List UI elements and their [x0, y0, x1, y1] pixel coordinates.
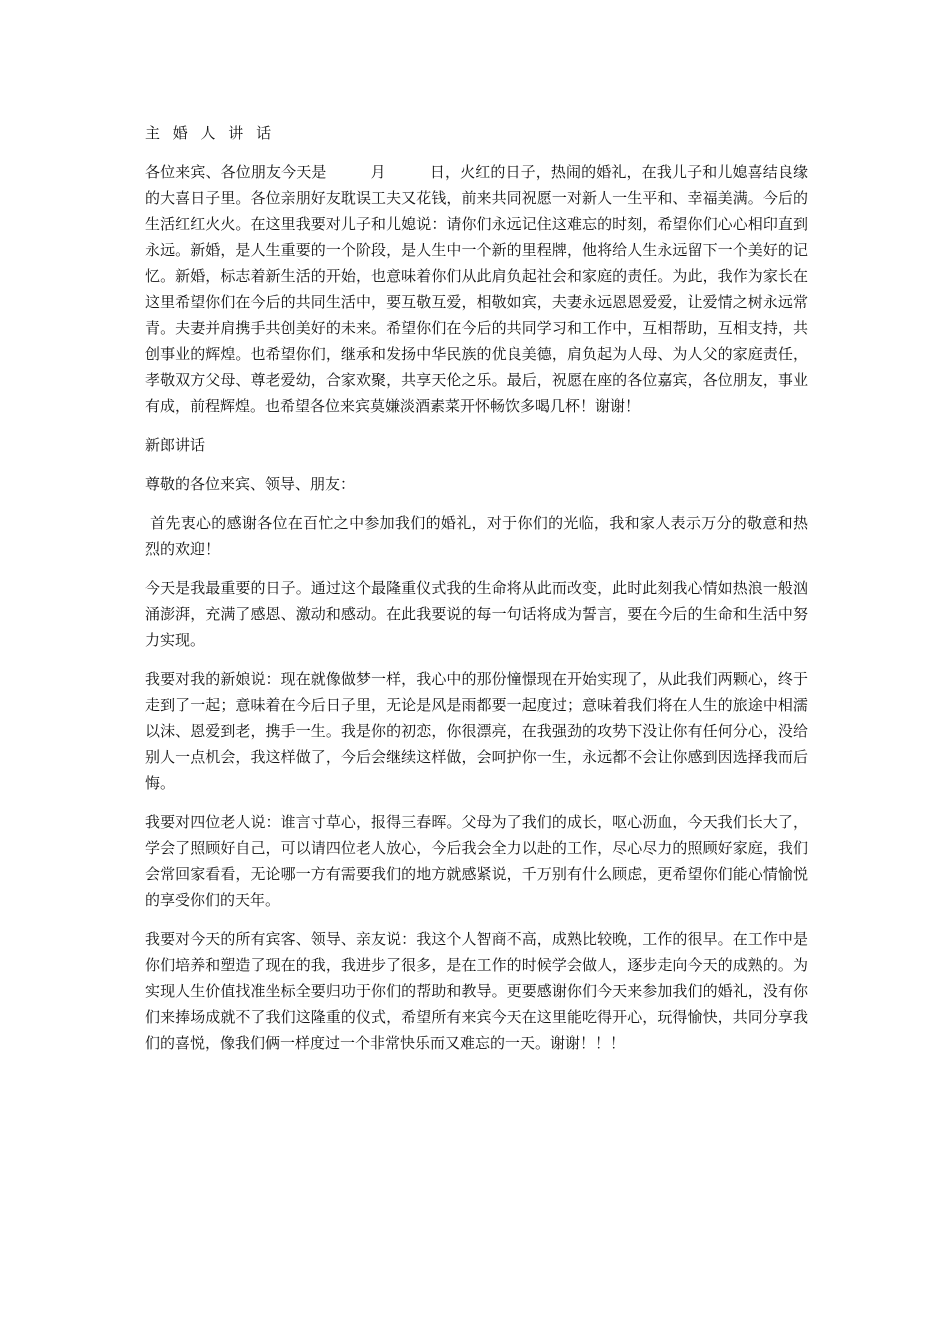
groom-paragraph-to-guests: 我要对今天的所有宾客、领导、亲友说：我这个人智商不高，成熟比较晚，工作的很早。在工作中是你们培养和塑造了现在的我，我进步了很多，是在工作的时候学会做人，逐步走向今天的成熟的。为实现人生价值找准坐标全要归功于你们的帮助和教导。更要感谢你们今天来参加我们的婚礼，没有你们来捧场成就不了我们这隆重的仪式，希望所有来宾今天在这里能吃得开心，玩得愉快，共同分享我们的喜悦，像我们俩一样度过一个非常快乐而又难忘的一天。谢谢！！！	[145, 930, 808, 1052]
groom-speech-title: 新郎讲话	[145, 436, 206, 454]
document-page	[145, 120, 808, 1069]
groom-paragraph-to-parents: 我要对四位老人说：谁言寸草心，报得三春晖。父母为了我们的成长，呕心沥血，今天我们长大了，学会了照顾好自己，可以请四位老人放心，今后我会全力以赴的工作，尽心尽力的照顾好家庭，我们会常回家看看，无论哪一方有需要我们的地方就感紧说，千万别有什么顾虑，更希望你们能心情愉悦的享受你们的天年。	[145, 813, 808, 909]
host-speech-title: 主 婚 人 讲 话	[145, 124, 276, 142]
groom-paragraph-thanks: 首先衷心的感谢各位在百忙之中参加我们的婚礼，对于你们的光临，我和家人表示万分的敬意和热烈的欢迎！	[145, 514, 808, 558]
groom-paragraph-to-bride: 我要对我的新娘说：现在就像做梦一样，我心中的那份憧憬现在开始实现了，从此我们两颗心，终于走到了一起；意味着在今后日子里，无论是风是雨都要一起度过；意味着我们将在人生的旅途中相濡以沫、恩爱到老，携手一生。我是你的初恋，你很漂亮，在我强劲的攻势下没让你有任何分心，没给别人一点机会，我这样做了，今后会继续这样做，会呵护你一生，永远都不会让你感到因选择我而后悔。	[145, 670, 808, 792]
groom-paragraph-important-day: 今天是我最重要的日子。通过这个最隆重仪式我的生命将从此而改变，此时此刻我心情如热浪一般汹涌澎湃，充满了感恩、激动和感动。在此我要说的每一句话将成为誓言，要在今后的生命和生活中努力实现。	[145, 579, 808, 649]
groom-greeting: 尊敬的各位来宾、领导、朋友：	[145, 475, 356, 493]
host-speech-paragraph: 各位来宾、各位朋友今天是 月 日，火红的日子，热闹的婚礼，在我儿子和儿媳喜结良缘的大喜日子里。各位亲朋好友耽误工夫又花钱，前来共同祝愿一对新人一生平和、幸福美满。今后的生活红红火火。在这里我要对儿子和儿媳说：请你们永远记住这难忘的时刻，希望你们心心相印直到永远。新婚，是人生重要的一个阶段，是人生中一个新的里程牌，他将给人生永远留下一个美好的记忆。新婚，标志着新生活的开始，也意味着你们从此肩负起社会和家庭的责任。为此，我作为家长在这里希望你们在今后的共同生活中，要互敬互爱，相敬如宾，夫妻永远恩恩爱爱，让爱情之树永远常青。夫妻并肩携手共创美好的未来。希望你们在今后的共同学习和工作中，互相帮助，互相支持，共创事业的辉煌。也希望你们，继承和发扬中华民族的优良美德，肩负起为人母、为人父的家庭责任，孝敬双方父母、尊老爱幼，合家欢聚，共享天伦之乐。最后，祝愿在座的各位嘉宾，各位朋友，事业有成，前程辉煌。也希望各位来宾莫嫌淡酒素菜开怀畅饮多喝几杯！谢谢！	[145, 163, 808, 415]
